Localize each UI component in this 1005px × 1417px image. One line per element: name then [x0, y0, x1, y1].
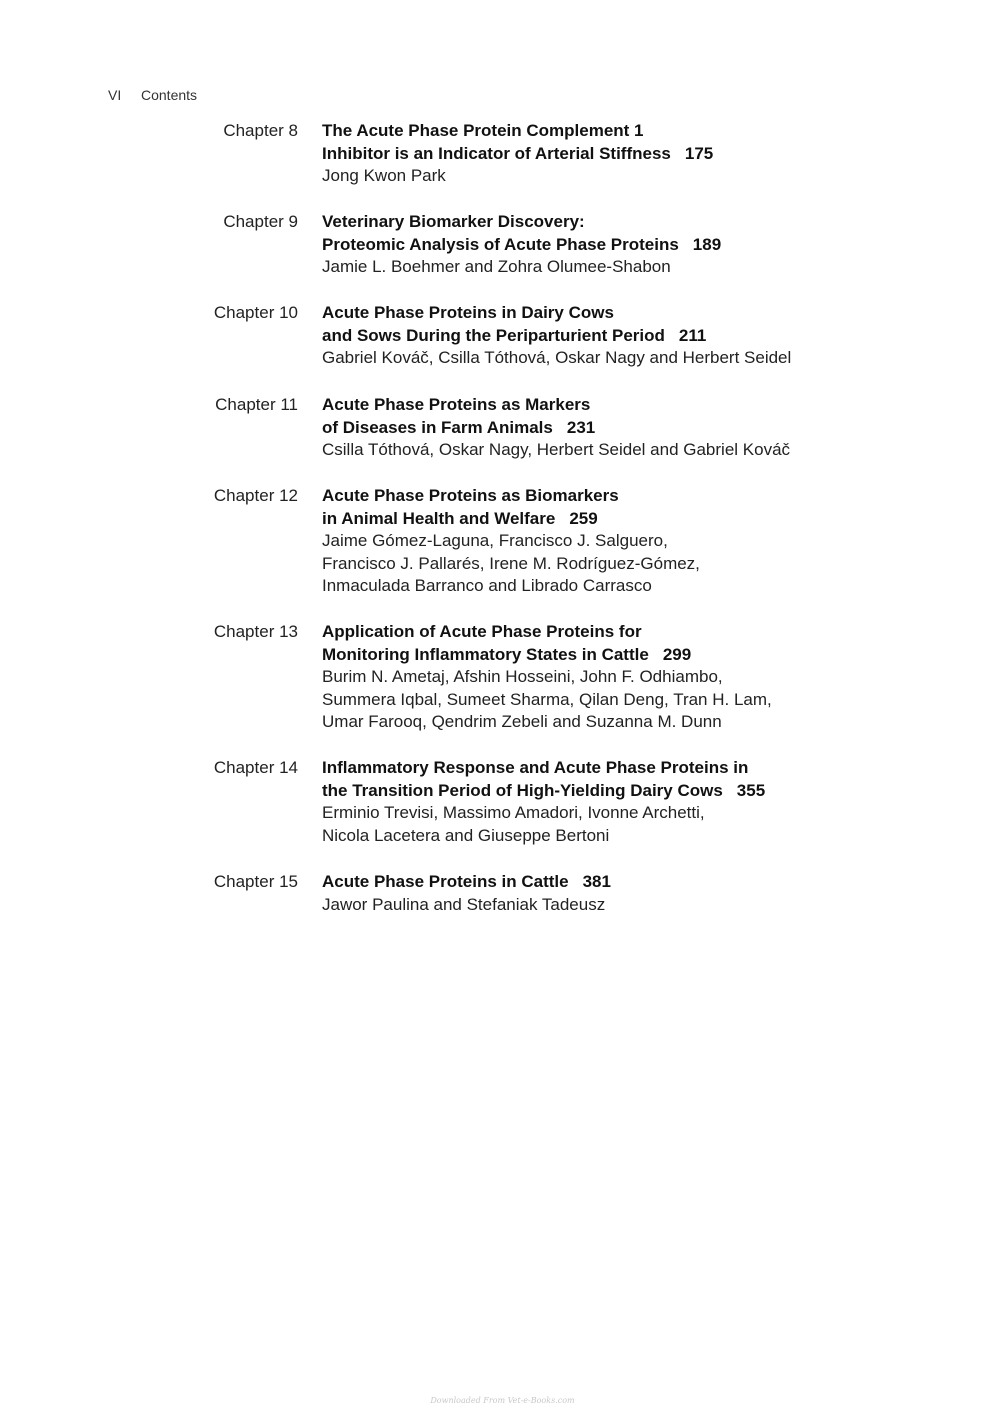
chapter-authors-line: Csilla Tóthová, Oskar Nagy, Herbert Seidel and Gabriel Kováč: [322, 440, 791, 459]
chapter-title-text: Acute Phase Proteins as Markers: [322, 395, 591, 414]
chapter-body: [322, 757, 765, 847]
chapter-authors-line: Nicola Lacetera and Giuseppe Bertoni: [322, 825, 610, 845]
chapter-title-text: Proteomic Analysis of Acute Phase Proteins: [322, 234, 679, 254]
chapter-title-line[interactable]: [322, 780, 765, 803]
chapter-title-line[interactable]: [322, 508, 700, 531]
chapter-label: Chapter 15: [213, 872, 298, 891]
chapter-page-number[interactable]: 175: [684, 143, 714, 163]
chapter-title-line[interactable]: [322, 485, 700, 508]
download-watermark: Downloaded From Vet-e-Books.com: [430, 1396, 575, 1405]
chapter-title-line[interactable]: [322, 325, 791, 348]
chapter-label: Chapter 14: [213, 758, 298, 777]
chapter-title-text: the Transition Period of High-Yielding Dairy Cows: [322, 780, 723, 800]
chapter-label: Chapter 11: [215, 395, 298, 414]
chapter-page-number[interactable]: 211: [678, 325, 707, 345]
chapter-title-text: Application of Acute Phase Proteins for: [322, 622, 642, 641]
chapter-title-text: Acute Phase Proteins in Cattle: [322, 872, 569, 891]
chapter-title-line[interactable]: [322, 871, 611, 894]
chapter-authors-line: Inmaculada Barranco and Librado Carrasco: [322, 576, 652, 595]
chapter-page-number[interactable]: 299: [662, 644, 692, 664]
chapter-title-text: Inflammatory Response and Acute Phase Proteins in: [322, 758, 749, 777]
chapter-title-text: Acute Phase Proteins in Dairy Cows: [322, 303, 614, 322]
chapter-page-number[interactable]: 259: [569, 508, 598, 528]
chapter-title-line[interactable]: [322, 302, 791, 325]
chapter-body: [322, 394, 790, 462]
chapter-title-line[interactable]: [322, 621, 772, 644]
chapter-body: [322, 120, 713, 188]
chapter-title-line[interactable]: [322, 417, 790, 440]
chapter-title-text: Acute Phase Proteins as Biomarkers: [322, 486, 619, 505]
chapter-title-line[interactable]: [322, 394, 790, 417]
page-number: VI: [108, 87, 122, 103]
chapter-authors-line: Jamie L. Boehmer and Zohra Olumee-Shabon: [322, 257, 671, 276]
chapter-page-number[interactable]: 355: [736, 780, 766, 800]
chapter-title-text: Monitoring Inflammatory States in Cattle: [322, 644, 649, 664]
chapter-authors-line: Jaime Gómez-Laguna, Francisco J. Salguero,: [322, 531, 668, 550]
chapter-body: [322, 871, 611, 916]
chapter-label: Chapter 12: [213, 486, 298, 505]
chapter-title-text: Veterinary Biomarker Discovery:: [322, 212, 585, 231]
chapter-title-text: Inhibitor is an Indicator of Arterial Stiffness: [322, 143, 671, 163]
chapter-body: [322, 621, 772, 734]
chapter-body: [322, 302, 791, 370]
chapter-label: Chapter 9: [223, 212, 298, 231]
chapter-authors-line: Jawor Paulina and Stefaniak Tadeusz: [322, 894, 606, 914]
chapter-authors-line: Francisco J. Pallarés, Irene M. Rodríguez-Gómez,: [322, 553, 700, 573]
chapter-label: Chapter 13: [213, 622, 298, 641]
chapter-title-text: in Animal Health and Welfare: [322, 508, 556, 528]
chapter-page-number[interactable]: 381: [582, 872, 611, 891]
chapter-authors-line: Gabriel Kováč, Csilla Tóthová, Oskar Nagy and Herbert Seidel: [322, 348, 792, 367]
running-head: [108, 87, 197, 103]
chapter-authors-line: Erminio Trevisi, Massimo Amadori, Ivonne Archetti,: [322, 803, 705, 822]
chapter-body: [322, 211, 721, 279]
chapter-title-text: The Acute Phase Protein Complement 1: [322, 121, 644, 140]
chapter-title-text: and Sows During the Periparturient Period: [322, 325, 665, 345]
chapter-body: [322, 485, 700, 598]
chapter-label: Chapter 10: [213, 303, 298, 322]
chapter-authors-line: Umar Farooq, Qendrim Zebeli and Suzanna M. Dunn: [322, 712, 722, 731]
chapter-title-line[interactable]: [322, 120, 713, 143]
chapter-title-line[interactable]: [322, 143, 713, 166]
chapter-title-line[interactable]: [322, 757, 765, 780]
chapter-page-number[interactable]: 189: [692, 234, 722, 254]
chapter-label: Chapter 8: [223, 121, 298, 140]
chapter-authors-line: Jong Kwon Park: [322, 166, 446, 185]
chapter-title-text: of Diseases in Farm Animals: [322, 417, 553, 437]
chapter-title-line[interactable]: [322, 644, 772, 667]
chapter-authors-line: Summera Iqbal, Sumeet Sharma, Qilan Deng, Tran H. Lam,: [322, 689, 772, 709]
chapter-page-number[interactable]: 231: [566, 417, 596, 437]
chapter-authors-line: Burim N. Ametaj, Afshin Hosseini, John F. Odhiambo,: [322, 667, 723, 686]
section-title: Contents: [141, 87, 198, 103]
chapter-title-line[interactable]: [322, 234, 721, 257]
chapter-title-line[interactable]: [322, 211, 721, 234]
